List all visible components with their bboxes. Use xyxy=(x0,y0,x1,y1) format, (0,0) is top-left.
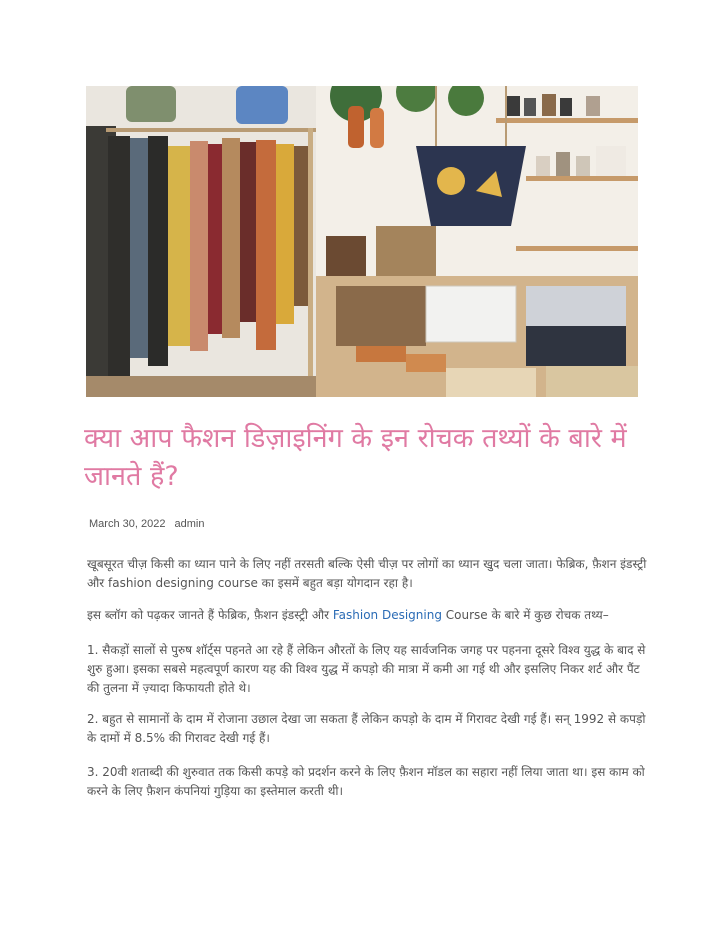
intro-paragraph: खूबसूरत चीज़ किसी का ध्यान पाने के लिए नहीं तरसती बल्कि ऐसी चीज़ पर लोगों का ध्यान खुद चला जाता। फेब्रिक, फ़ैशन इंडस्ट्री और fashion designing course का इसमें बहुत बड़ा योगदान रहा है। xyxy=(87,557,647,590)
lead-paragraph xyxy=(87,606,647,625)
lead-text-before: इस ब्लॉग को पढ़कर जानते हैं फेब्रिक, फ़ैशन इंडस्ट्री और xyxy=(87,608,333,622)
fashion-designing-link[interactable]: Fashion Designing xyxy=(332,608,442,622)
fact-1: 1. सैकड़ों सालों से पुरुष शॉर्ट्स पहनते आ रहे हैं लेकिन औरतों के लिए यह सार्वजनिक जगह पर पहनना दूसरे विश्व युद्ध के बाद से शुरु हुआ। इसका सबसे महत्वपूर्ण कारण यह की विश्व युद्ध में कपड़ो की मात्रा में कमी आ गई थी और इसलिए निकर शर्ट और पैंट की तुलना में ज़्यादा किफायती होते थे। xyxy=(87,643,646,695)
hero-image xyxy=(86,86,638,397)
fact-3: 3. 20वी शताब्दी की शुरुवात तक किसी कपड़े को प्रदर्शन करने के लिए फ़ैशन मॉडल का सहारा नहीं लिया जाता था। इस काम को करने के लिए फ़ैशन कंपनियां गुड़िया का इस्तेमाल करती थी। xyxy=(87,765,645,798)
post-date: March 30, 2022 xyxy=(89,518,166,530)
fact-2: 2. बहुत से सामानों के दाम में रोजाना उछाल देखा जा सकता हैं लेकिन कपड़ो के दाम में गिरावट देखी गई हैं। सन् 1992 से कपड़ो के दामों में 8.5% की गिरावट देखी गई हैं। xyxy=(87,712,646,745)
article-title: क्या आप फैशन डिज़ाइनिंग के इन रोचक तथ्यों के बारे में जानते हैं? xyxy=(84,423,627,492)
article-meta xyxy=(89,518,204,530)
lead-text-after: Course के बारे में कुछ रोचक तथ्य– xyxy=(441,608,609,622)
post-author[interactable]: admin xyxy=(174,518,205,530)
